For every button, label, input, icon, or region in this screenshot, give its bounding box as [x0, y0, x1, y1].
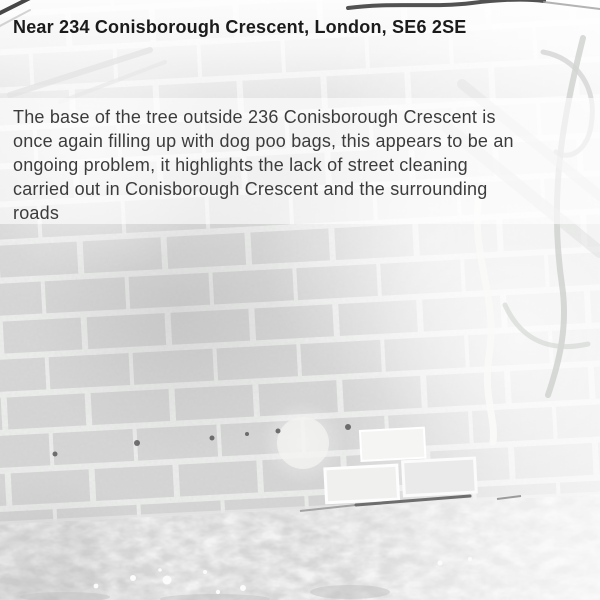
description-line: ongoing problem, it highlights the lack of street cleaning: [13, 155, 468, 175]
description-line: The base of the tree outside 236 Conisborough Crescent is: [13, 107, 496, 127]
photo-description-caption: [0, 98, 600, 224]
description-line: once again filling up with dog poo bags, this appears to be an: [13, 131, 514, 151]
photo-location-caption: Near 234 Conisborough Crescent, London, SE6 2SE: [13, 17, 467, 37]
description-line: carried out in Conisborough Crescent and the surrounding: [13, 179, 488, 199]
description-line: roads: [13, 203, 60, 223]
